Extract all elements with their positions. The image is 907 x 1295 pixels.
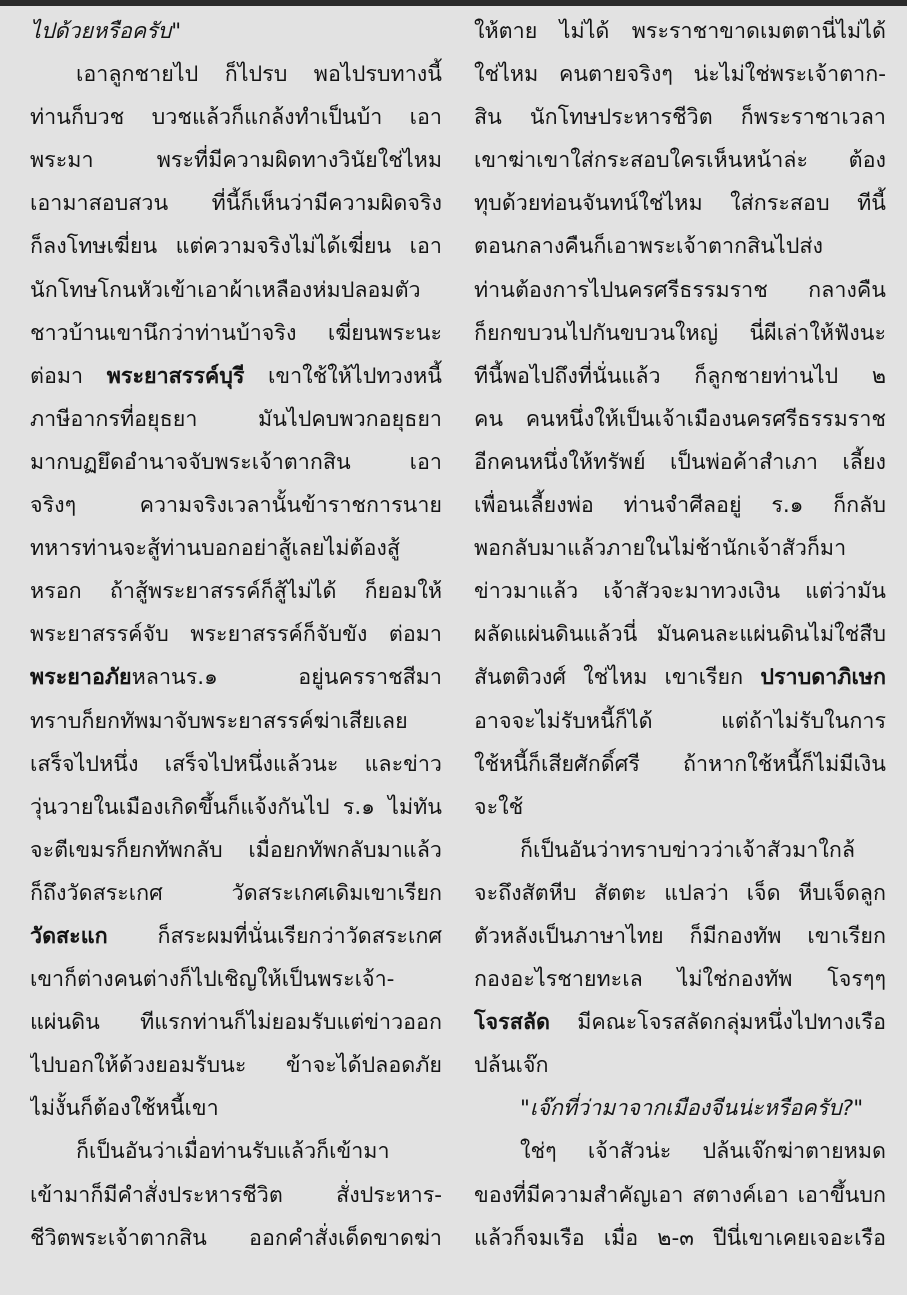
text-line: ของที่มีความสำคัญเอา สตางค์เอา เอาขึ้นบก <box>474 1182 886 1208</box>
text-line: ก็ลงโทษเฆี่ยน แต่ความจริงไม่ได้เฆี่ยน เอา <box>30 234 442 260</box>
text-line: ชีวิตพระเจ้าตากสิน ออกคำสั่งเด็ดขาดฆ่า <box>30 1225 442 1251</box>
text-line: ข่าวมาแล้ว เจ้าสัวจะมาทวงเงิน แต่ว่ามัน <box>474 579 886 605</box>
article-column-right <box>474 10 886 1260</box>
text-line: ไปบอกให้ด้วงยอมรับนะ ข้าจะได้ปลอดภัย <box>30 1053 442 1079</box>
text-line: ก็เป็นอันว่าทราบข่าวว่าเจ้าสัวมาใกล้ <box>520 837 856 863</box>
text-line: ต่อมา พระยาสรรค์บุรี เขาใช้ให้ไปทวงหนี้ <box>30 363 442 389</box>
header-bar <box>0 0 907 6</box>
text-line: เอาลูกชายไป ก็ไปรบ พอไปรบทางนี้ <box>76 62 442 88</box>
text-line: "เจ๊กที่ว่ามาจากเมืองจีนน่ะหรือครับ?" <box>520 1096 864 1122</box>
text-line: ทหารท่านจะสู้ท่านบอกอย่าสู้เลยไม่ต้องสู้ <box>30 536 401 562</box>
text-line: พระยาสรรค์จับ พระยาสรรค์ก็จับขัง ต่อมา <box>30 622 442 648</box>
text-line: ไปด้วยหรือครับ" <box>30 19 182 44</box>
text-line: ท่านต้องการไปนครศรีธรรมราช กลางคืน <box>474 277 886 303</box>
text-line: จริงๆ ความจริงเวลานั้นข้าราชการนาย <box>30 493 442 519</box>
bold-term: พระยาอภัย <box>30 665 132 691</box>
text-line: ทีนี้พอไปถึงที่นั่นแล้ว ก็ลูกชายท่านไป ๒ <box>474 363 886 389</box>
text-line: ใช่ๆ เจ้าสัวน่ะ ปล้นเจ๊กฆ่าตายหมด <box>520 1139 886 1165</box>
text-line: ตัวหลังเป็นภาษาไทย ก็มีกองทัพ เขาเรียก <box>474 923 886 949</box>
text-line: แผ่นดิน ทีแรกท่านก็ไม่ยอมรับแต่ข่าวออก <box>30 1010 442 1036</box>
text-line: เสร็จไปหนึ่ง เสร็จไปหนึ่งแล้วนะ และข่าว <box>30 751 442 777</box>
text-line: ตอนกลางคืนก็เอาพระเจ้าตากสินไปส่ง <box>474 234 824 260</box>
text-line: คน คนหนึ่งให้เป็นเจ้าเมืองนครศรีธรรมราช <box>474 406 886 432</box>
text-line: ไม่งั้นก็ต้องใช้หนี้เขา <box>30 1096 219 1122</box>
bold-term: พระยาสรรค์บุรี <box>106 363 245 389</box>
text-line: ให้ตาย ไม่ได้ พระราชาขาดเมตตานี่ไม่ได้ <box>474 19 886 44</box>
text-line: ผลัดแผ่นดินแล้วนี่ มันคนละแผ่นดินไม่ใช่สืบ <box>474 622 886 648</box>
text-line: ก็ถึงวัดสระเกศ วัดสระเกศเดิมเขาเรียก <box>30 880 442 906</box>
bold-term: วัดสะแก <box>30 923 108 949</box>
article-column-left <box>30 10 442 1260</box>
text-line: จะถึงสัตหีบ สัตตะ แปลว่า เจ็ด หีบเจ็ดลูก <box>474 880 886 906</box>
text-line: ภาษีอากรที่อยุธยา มันไปคบพวกอยุธยา <box>30 406 442 432</box>
text-line: แล้วก็จมเรือ เมื่อ ๒-๓ ปีนี่เขาเคยเจอะเรือ <box>474 1225 886 1251</box>
text-line: ชาวบ้านเขานึกว่าท่านบ้าจริง เฆี่ยนพระนะ <box>30 320 442 346</box>
text-line: เขาก็ต่างคนต่างก็ไปเชิญให้เป็นพระเจ้า- <box>30 967 395 993</box>
text-line: เข้ามาก็มีคำสั่งประหารชีวิต สั่งประหาร- <box>30 1182 442 1208</box>
text-line: จะตีเขมรก็ยกทัพกลับ เมื่อยกทัพกลับมาแล้ว <box>30 837 442 863</box>
text-line: เขาฆ่าเขาใส่กระสอบใครเห็นหน้าล่ะ ต้อง <box>474 148 886 174</box>
text-line: เพื่อนเลี้ยงพ่อ ท่านจำศีลอยู่ ร.๑ ก็กลับ <box>474 493 886 519</box>
text-line: นักโทษโกนหัวเข้าเอาผ้าเหลืองห่มปลอมตัว <box>30 277 421 303</box>
text-line: มากบฏยึดอำนาจจับพระเจ้าตากสิน เอา <box>30 449 442 475</box>
text-line: อาจจะไม่รับหนี้ก็ได้ แต่ถ้าไม่รับในการ <box>474 708 886 734</box>
text-line: ทราบก็ยกทัพมาจับพระยาสรรค์ฆ่าเสียเลย <box>30 708 408 734</box>
text-line: ก็ยกขบวนไปกันขบวนใหญ่ นี่ผีเล่าให้ฟังนะ <box>474 320 886 346</box>
text-line: อีกคนหนึ่งให้ทรัพย์ เป็นพ่อค้าสำเภา เลี้ยง <box>474 449 886 475</box>
text-line: ก็เป็นอันว่าเมื่อท่านรับแล้วก็เข้ามา <box>76 1139 390 1165</box>
text-line: พระมา พระที่มีความผิดทางวินัยใช่ไหม <box>30 148 442 174</box>
text-line: ท่านก็บวช บวชแล้วก็แกล้งทำเป็นบ้า เอา <box>30 105 442 131</box>
text-line: สันตติวงศ์ ใช่ไหม เขาเรียก ปราบดาภิเษก <box>474 665 886 691</box>
text-line: เอามาสอบสวน ที่นี้ก็เห็นว่ามีความผิดจริง <box>30 191 442 217</box>
text-line: พอกลับมาแล้วภายในไม่ช้านักเจ้าสัวก็มา <box>474 536 847 562</box>
text-line: กองอะไรชายทะเล ไม่ใช่กองทัพ โจรๆๆ <box>474 967 886 993</box>
bold-term: ปราบดาภิเษก <box>760 665 886 691</box>
text-line: วัดสะแก ก็สระผมที่นั่นเรียกว่าวัดสระเกศ <box>30 923 442 949</box>
text-line: ใช่ไหม คนตายจริงๆ น่ะไม่ใช่พระเจ้าตาก- <box>474 62 886 88</box>
bold-term: โจรสลัด <box>474 1010 550 1036</box>
text-line: ปล้นเจ๊ก <box>474 1053 549 1079</box>
text-line: จะใช้ <box>474 794 524 820</box>
text-line: สิน นักโทษประหารชีวิต ก็พระราชาเวลา <box>474 105 886 131</box>
text-line: พระยาอภัยหลานร.๑ อยู่นครราชสีมา <box>30 665 442 691</box>
text-line: ใช้หนี้ก็เสียศักดิ์ศรี ถ้าหากใช้หนี้ก็ไม่มีเงิน <box>474 751 886 777</box>
text-line: หรอก ถ้าสู้พระยาสรรค์ก็สู้ไม่ได้ ก็ยอมให้ <box>30 579 442 605</box>
text-line: วุ่นวายในเมืองเกิดขึ้นก็แจ้งกันไป ร.๑ ไม่ทัน <box>30 794 442 820</box>
text-line: โจรสลัด มีคณะโจรสลัดกลุ่มหนึ่งไปทางเรือ <box>474 1010 886 1036</box>
text-line: ทุบด้วยท่อนจันทน์ใช่ไหม ใส่กระสอบ ทีนี้ <box>474 191 886 217</box>
